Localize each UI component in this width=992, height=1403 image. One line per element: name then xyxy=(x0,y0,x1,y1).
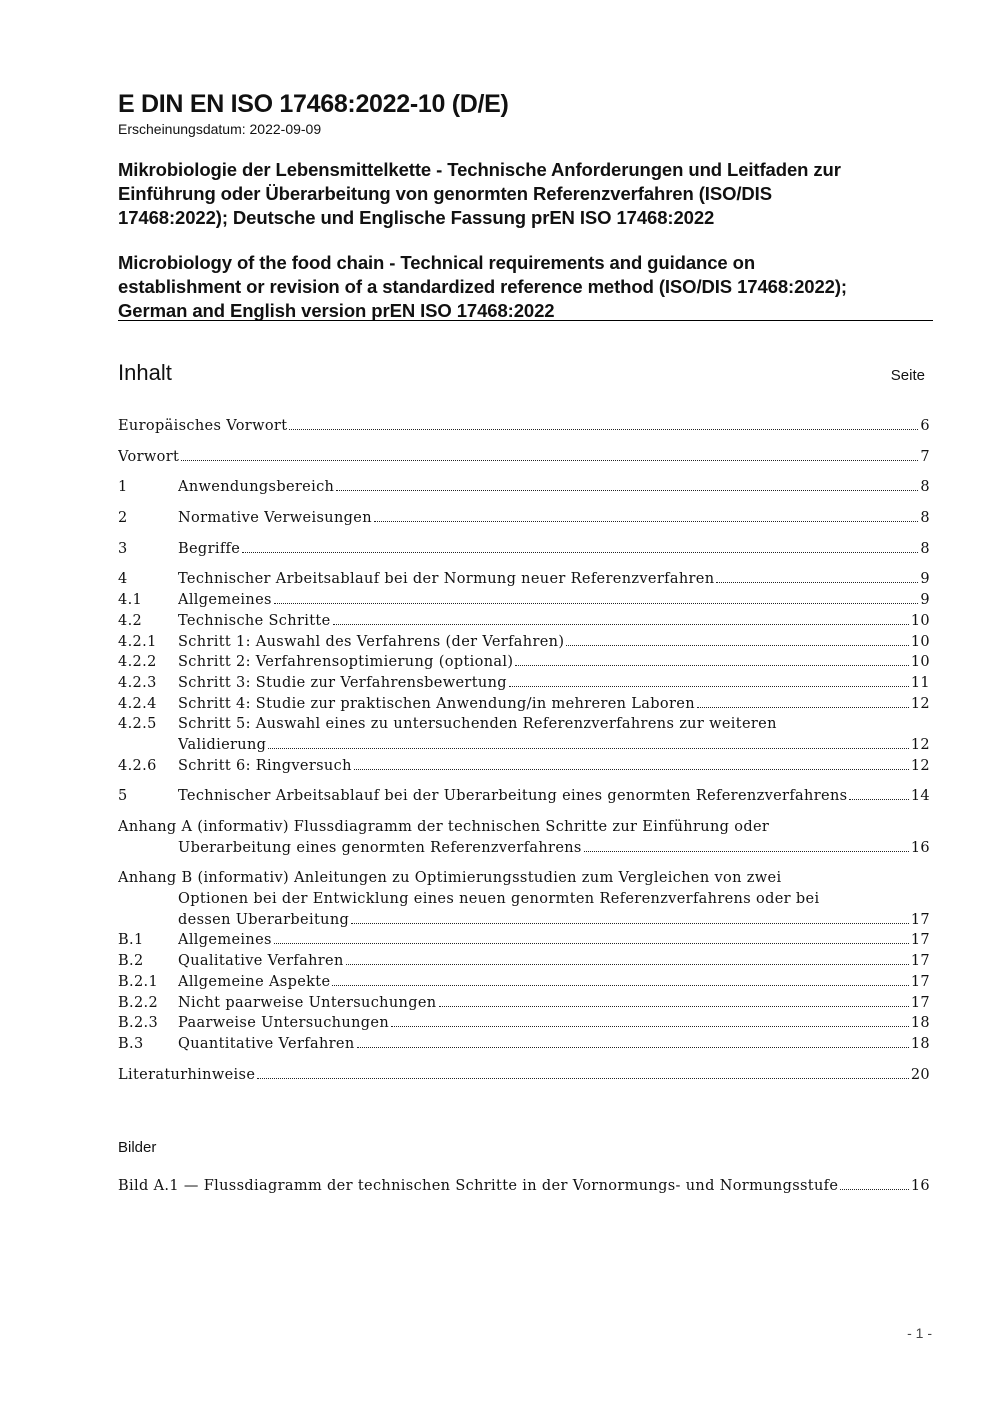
toc-entry-title: Technischer Arbeitsablauf bei der Überarbeitung eines genormten Referenzverfahrens xyxy=(178,788,848,805)
title-divider xyxy=(118,320,933,321)
toc-entry-title: Technischer Arbeitsablauf bei der Normung neuer Referenzverfahren xyxy=(178,571,715,588)
toc-entry[interactable] xyxy=(118,758,930,779)
title-german xyxy=(118,158,938,230)
toc-entry-title: Schritt 1: Auswahl des Verfahrens (der Verfahren) xyxy=(178,633,565,650)
toc-entry-number: 4.2.3 xyxy=(118,674,157,691)
toc-entry-page: 9 xyxy=(920,592,930,609)
page-number: - 1 - xyxy=(907,1325,932,1341)
toc-entry-title: Anhang A (informativ) Flussdiagramm der technischen Schritte zur Einführung oder xyxy=(118,819,770,835)
toc-entry-number: 4.2 xyxy=(118,612,143,629)
title-english-line: Microbiology of the food chain - Technical requirements and guidance on xyxy=(118,252,756,273)
publication-date: Erscheinungsdatum: 2022-09-09 xyxy=(118,121,322,137)
toc-entry-page: 10 xyxy=(910,612,930,629)
toc-entry-page: 17 xyxy=(910,953,930,970)
toc-entry-title: Validierung xyxy=(178,736,267,753)
toc-entry-page: 6 xyxy=(920,418,930,434)
leader-dots xyxy=(257,1078,909,1079)
toc-entry-number: 4.2.2 xyxy=(118,654,157,671)
toc-entry-title: Schritt 3: Studie zur Verfahrensbewertung xyxy=(178,674,507,691)
toc-entry-title: Überarbeitung eines genormten Referenzverfahrens xyxy=(178,839,582,856)
toc-entry-page: 10 xyxy=(910,654,930,671)
toc-entry[interactable] xyxy=(118,870,930,891)
toc-entry-page: 17 xyxy=(910,932,930,949)
toc-entry-continuation xyxy=(118,891,930,912)
toc-entry-number: 4.2.4 xyxy=(118,695,157,712)
toc-entry[interactable] xyxy=(118,788,930,809)
document-id: E DIN EN ISO 17468:2022-10 (D/E) xyxy=(118,90,509,118)
leader-dots xyxy=(289,429,918,430)
leader-dots xyxy=(374,521,919,522)
toc-entry-title: Vorwort xyxy=(118,448,180,465)
toc-entry-number: B.2.2 xyxy=(118,994,159,1011)
leader-dots xyxy=(509,686,909,687)
leader-dots xyxy=(584,851,909,852)
leader-dots xyxy=(357,1047,909,1048)
toc-entry-title: Normative Verweisungen xyxy=(178,510,372,527)
leader-dots xyxy=(268,748,909,749)
toc-entry[interactable] xyxy=(118,510,930,531)
toc-entry-title: Begriffe xyxy=(178,540,241,557)
toc-entry[interactable] xyxy=(118,449,930,470)
toc-entry-page: 10 xyxy=(910,633,930,650)
toc-entry-title: Paarweise Untersuchungen xyxy=(178,1015,390,1032)
toc-entry-page: 12 xyxy=(910,695,930,712)
leader-dots xyxy=(391,1026,909,1027)
leader-dots xyxy=(566,645,908,646)
toc-entry-page: 18 xyxy=(910,1015,930,1032)
leader-dots xyxy=(354,769,909,770)
toc-entry-number: B.1 xyxy=(118,932,144,949)
toc-entry-title: Anhang B (informativ) Anleitungen zu Optimierungsstudien zum Vergleichen von zwei xyxy=(118,870,782,887)
toc-entry[interactable] xyxy=(118,1015,930,1036)
toc-entry[interactable] xyxy=(118,541,930,562)
toc-entry-title: Nicht paarweise Untersuchungen xyxy=(178,994,437,1011)
toc-entry-title: Schritt 4: Studie zur praktischen Anwendung/in mehreren Laboren xyxy=(178,695,695,712)
leader-dots xyxy=(697,707,909,708)
toc-entry-page: 8 xyxy=(920,540,930,557)
leader-dots xyxy=(351,923,909,924)
leader-dots xyxy=(332,985,908,986)
figure-entry-title: Bild A.1 — Flussdiagramm der technischen Schritte in der Vornormungs- und Normungsstufe xyxy=(118,1178,839,1194)
contents-heading: Inhalt xyxy=(118,360,172,385)
toc-entry-page: 16 xyxy=(910,839,930,856)
leader-dots xyxy=(274,943,909,944)
toc-entry-page: 17 xyxy=(910,973,930,990)
figures-heading: Bilder xyxy=(118,1139,157,1156)
toc-entry-number: 5 xyxy=(118,788,128,805)
leader-dots xyxy=(333,624,909,625)
toc-entry-title: Technische Schritte xyxy=(178,612,331,629)
toc-entry-number: 4.2.1 xyxy=(118,633,157,650)
toc-entry-page: 12 xyxy=(910,757,930,774)
toc-entry[interactable] xyxy=(118,716,930,737)
toc-entry-title: Allgemeines xyxy=(178,592,272,609)
toc-entry-title: Schritt 5: Auswahl eines zu untersuchenden Referenzverfahrens zur weiteren xyxy=(178,716,777,733)
toc-entry[interactable] xyxy=(118,479,930,500)
toc-entry-number: 1 xyxy=(118,479,128,496)
title-german-line: Mikrobiologie der Lebensmittelkette - Technische Anforderungen und Leitfaden zur xyxy=(118,159,841,180)
leader-dots xyxy=(439,1006,909,1007)
leader-dots xyxy=(515,665,908,666)
toc-entry[interactable] xyxy=(118,613,930,634)
toc-entry-page: 8 xyxy=(920,479,930,496)
toc-entry-title: Anwendungsbereich xyxy=(178,479,335,496)
leader-dots xyxy=(181,460,918,461)
toc-entry-page: 17 xyxy=(910,994,930,1011)
leader-dots xyxy=(336,490,918,491)
toc-entry-number: 3 xyxy=(118,540,128,557)
toc-entry-number: B.2.1 xyxy=(118,973,159,990)
toc-entry[interactable] xyxy=(118,953,930,974)
toc-entry-page: 18 xyxy=(910,1035,930,1052)
toc-entry-number: 4 xyxy=(118,571,128,588)
toc-entry-number: B.2 xyxy=(118,953,144,970)
toc-entry-title: Optionen bei der Entwicklung eines neuen genormten Referenzverfahrens oder bei xyxy=(178,891,820,908)
toc-entry-title: Quantitative Verfahren xyxy=(178,1035,355,1052)
toc-entry-title: Qualitative Verfahren xyxy=(178,953,344,970)
leader-dots xyxy=(242,552,918,553)
leader-dots xyxy=(849,799,908,800)
toc-entry[interactable] xyxy=(118,995,930,1016)
leader-dots xyxy=(716,582,918,583)
page-column-label: Seite xyxy=(890,367,925,384)
toc-entry-page: 14 xyxy=(910,788,930,805)
leader-dots xyxy=(840,1189,909,1190)
toc-entry[interactable] xyxy=(118,974,930,995)
toc-entry-continuation[interactable] xyxy=(118,840,930,861)
toc-entry-number: B.3 xyxy=(118,1035,144,1052)
toc-entry-page: 12 xyxy=(910,736,930,753)
toc-entry-page: 9 xyxy=(920,571,930,588)
toc-entry-number: B.2.3 xyxy=(118,1015,159,1032)
toc-entry[interactable] xyxy=(118,1067,930,1088)
leader-dots xyxy=(274,603,919,604)
toc-entry[interactable] xyxy=(118,654,930,675)
title-english-line: German and English version prEN ISO 17468:2022 xyxy=(118,300,555,321)
toc-entry[interactable] xyxy=(118,675,930,696)
toc-entry-number: 4.2.5 xyxy=(118,716,157,733)
toc-entry-title: Schritt 6: Ringversuch xyxy=(178,757,352,774)
toc-entry[interactable] xyxy=(118,418,930,439)
title-german-line: 17468:2022); Deutsche und Englische Fassung prEN ISO 17468:2022 xyxy=(118,207,715,228)
title-english-line: establishment or revision of a standardized reference method (ISO/DIS 17468:2022); xyxy=(118,276,847,297)
toc-entry-page: 7 xyxy=(920,448,930,465)
toc-entry-title: Europäisches Vorwort xyxy=(118,418,288,434)
title-english xyxy=(118,251,938,323)
figure-entry[interactable] xyxy=(118,1178,930,1199)
toc-entry-number: 2 xyxy=(118,510,128,527)
toc-entry-page: 17 xyxy=(910,911,930,928)
toc-entry-number: 4.1 xyxy=(118,592,143,609)
toc-entry-continuation[interactable] xyxy=(118,912,930,933)
toc-entry-page: 20 xyxy=(910,1066,930,1083)
table-of-contents xyxy=(118,418,930,1087)
toc-entry[interactable] xyxy=(118,696,930,717)
toc-entry-number: 4.2.6 xyxy=(118,757,157,774)
toc-entry-page: 8 xyxy=(920,510,930,527)
leader-dots xyxy=(346,964,909,965)
toc-entry[interactable] xyxy=(118,592,930,613)
figure-entry-page: 16 xyxy=(910,1178,930,1194)
toc-entry-continuation[interactable] xyxy=(118,737,930,758)
toc-entry-title: Allgemeine Aspekte xyxy=(178,973,331,990)
toc-entry-title: Allgemeines xyxy=(178,932,272,949)
toc-entry[interactable] xyxy=(118,634,930,655)
list-of-figures xyxy=(118,1178,930,1199)
toc-entry-title: Schritt 2: Verfahrensoptimierung (optional) xyxy=(178,654,514,671)
toc-entry[interactable] xyxy=(118,571,930,592)
toc-entry-title: Literaturhinweise xyxy=(118,1066,256,1083)
toc-entry-title: dessen Überarbeitung xyxy=(178,911,350,928)
toc-entry[interactable] xyxy=(118,819,930,840)
toc-entry[interactable] xyxy=(118,932,930,953)
title-german-line: Einführung oder Überarbeitung von genormten Referenzverfahren (ISO/DIS xyxy=(118,183,772,204)
toc-entry[interactable] xyxy=(118,1036,930,1057)
toc-entry-page: 11 xyxy=(910,674,930,691)
